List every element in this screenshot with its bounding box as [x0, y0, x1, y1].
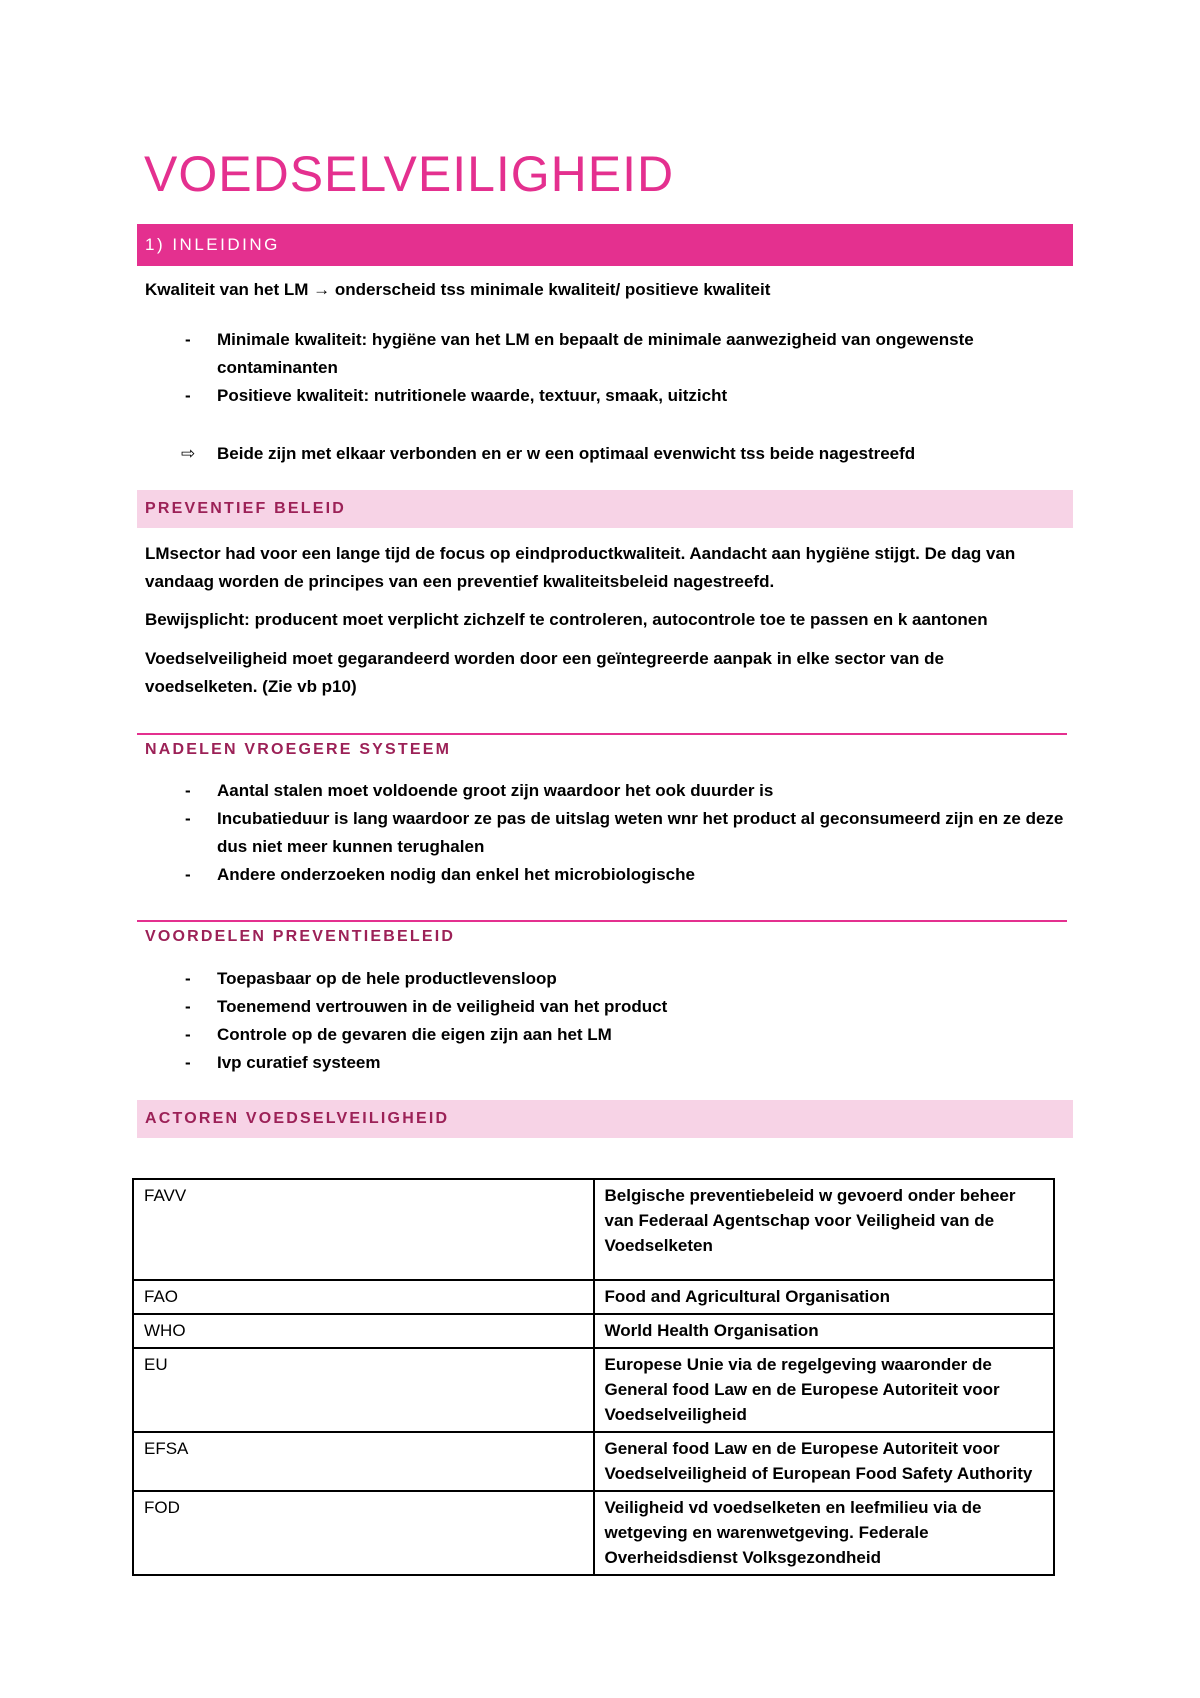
list-item-text: Minimale kwaliteit: hygiëne van het LM en bepaalt de minimale aanwezigheid van ongewenste contaminanten — [217, 330, 974, 377]
list-item-text: Aantal stalen moet voldoende groot zijn waardoor het ook duurder is — [217, 781, 774, 800]
right-arrow-icon: → — [313, 280, 331, 299]
outline-arrow-icon: ⇨ — [181, 444, 196, 463]
section-heading-preventief-beleid: PREVENTIEF BELEID — [137, 490, 1073, 528]
actor-name-cell: EFSA — [133, 1432, 594, 1491]
section-heading-actoren: ACTOREN VOEDSELVEILIGHEID — [137, 1100, 1073, 1138]
conclusion-item — [145, 440, 1065, 468]
actor-description-cell: Belgische preventiebeleid w gevoerd onder beheer van Federaal Agentschap voor Veiligheid van de Voedselketen — [594, 1179, 1055, 1280]
quality-bullet-list — [145, 326, 1065, 410]
list-item — [145, 326, 1065, 382]
section-heading-nadelen: NADELEN VROEGERE SYSTEEM — [137, 733, 1067, 759]
intro-text-before: Kwaliteit van het LM — [145, 280, 314, 299]
actor-description-cell: Food and Agricultural Organisation — [594, 1280, 1055, 1314]
list-item-text: Toenemend vertrouwen in de veiligheid van het product — [217, 997, 668, 1016]
table-row — [133, 1314, 1054, 1348]
list-item — [145, 1021, 1065, 1049]
list-item — [145, 805, 1065, 861]
list-item-text: Andere onderzoeken nodig dan enkel het microbiologische — [217, 865, 695, 884]
conclusion-text: Beide zijn met elkaar verbonden en er w een optimaal evenwicht tss beide nagestreefd — [217, 444, 916, 463]
list-item-text: Toepasbaar op de hele productlevensloop — [217, 969, 557, 988]
nadelen-bullet-list — [145, 777, 1065, 889]
actor-name-cell: EU — [133, 1348, 594, 1432]
bullet-dash: - — [185, 781, 191, 800]
bullet-dash: - — [185, 969, 191, 988]
list-item — [145, 861, 1065, 889]
bullet-dash: - — [185, 386, 191, 405]
actor-name-cell: WHO — [133, 1314, 594, 1348]
section-heading-voordelen: VOORDELEN PREVENTIEBELEID — [137, 920, 1067, 946]
actor-name-cell: FAVV — [133, 1179, 594, 1280]
actor-name-cell: FAO — [133, 1280, 594, 1314]
list-item — [145, 382, 1065, 410]
table-row — [133, 1348, 1054, 1432]
list-item-text: Incubatieduur is lang waardoor ze pas de uitslag weten wnr het product al geconsumeerd zijn en ze deze dus niet meer kunnen terughalen — [217, 809, 1064, 856]
list-item — [145, 777, 1065, 805]
intro-text-after: onderscheid tss minimale kwaliteit/ positieve kwaliteit — [330, 280, 771, 299]
list-item-text: Controle op de gevaren die eigen zijn aan het LM — [217, 1025, 612, 1044]
table-row — [133, 1280, 1054, 1314]
list-item-text: Positieve kwaliteit: nutritionele waarde, textuur, smaak, uitzicht — [217, 386, 728, 405]
actor-description-cell: General food Law en de Europese Autoriteit voor Voedselveiligheid of European Food Safety Authority — [594, 1432, 1055, 1491]
actor-name-cell: FOD — [133, 1491, 594, 1575]
table-row — [133, 1491, 1054, 1575]
list-item — [145, 1049, 1065, 1077]
preventief-paragraph-1: LMsector had voor een lange tijd de focus op eindproductkwaliteit. Aandacht aan hygiëne stijgt. De dag van vandaag worden de principes van een preventief kwaliteitsbeleid nagestreefd. — [145, 544, 1016, 591]
actoren-table — [132, 1178, 1055, 1576]
intro-line — [145, 276, 1045, 304]
actor-description-cell: Veiligheid vd voedselketen en leefmilieu via de wetgeving en warenwetgeving. Federale Overheidsdienst Volksgezondheid — [594, 1491, 1055, 1575]
table-row — [133, 1179, 1054, 1280]
voordelen-bullet-list — [145, 965, 1065, 1077]
bullet-dash: - — [185, 809, 191, 828]
bullet-dash: - — [185, 1025, 191, 1044]
table-row — [133, 1432, 1054, 1491]
section-heading-inleiding: 1) INLEIDING — [137, 224, 1073, 266]
bullet-dash: - — [185, 865, 191, 884]
preventief-paragraph-2: Bewijsplicht: producent moet verplicht zichzelf te controleren, autocontrole toe te passen en k aantonen — [145, 610, 988, 629]
list-item-text: Ivp curatief systeem — [217, 1053, 381, 1072]
bullet-dash: - — [185, 1053, 191, 1072]
list-item — [145, 965, 1065, 993]
document-title: VOEDSELVEILIGHEID — [144, 146, 675, 202]
list-item — [145, 993, 1065, 1021]
preventief-paragraph-3: Voedselveiligheid moet gegarandeerd worden door een geïntegreerde aanpak in elke sector van de voedselketen. (Zie vb p10) — [145, 649, 944, 696]
actor-description-cell: World Health Organisation — [594, 1314, 1055, 1348]
bullet-dash: - — [185, 330, 191, 349]
bullet-dash: - — [185, 997, 191, 1016]
actor-description-cell: Europese Unie via de regelgeving waaronder de General food Law en de Europese Autoriteit voor Voedselveiligheid — [594, 1348, 1055, 1432]
